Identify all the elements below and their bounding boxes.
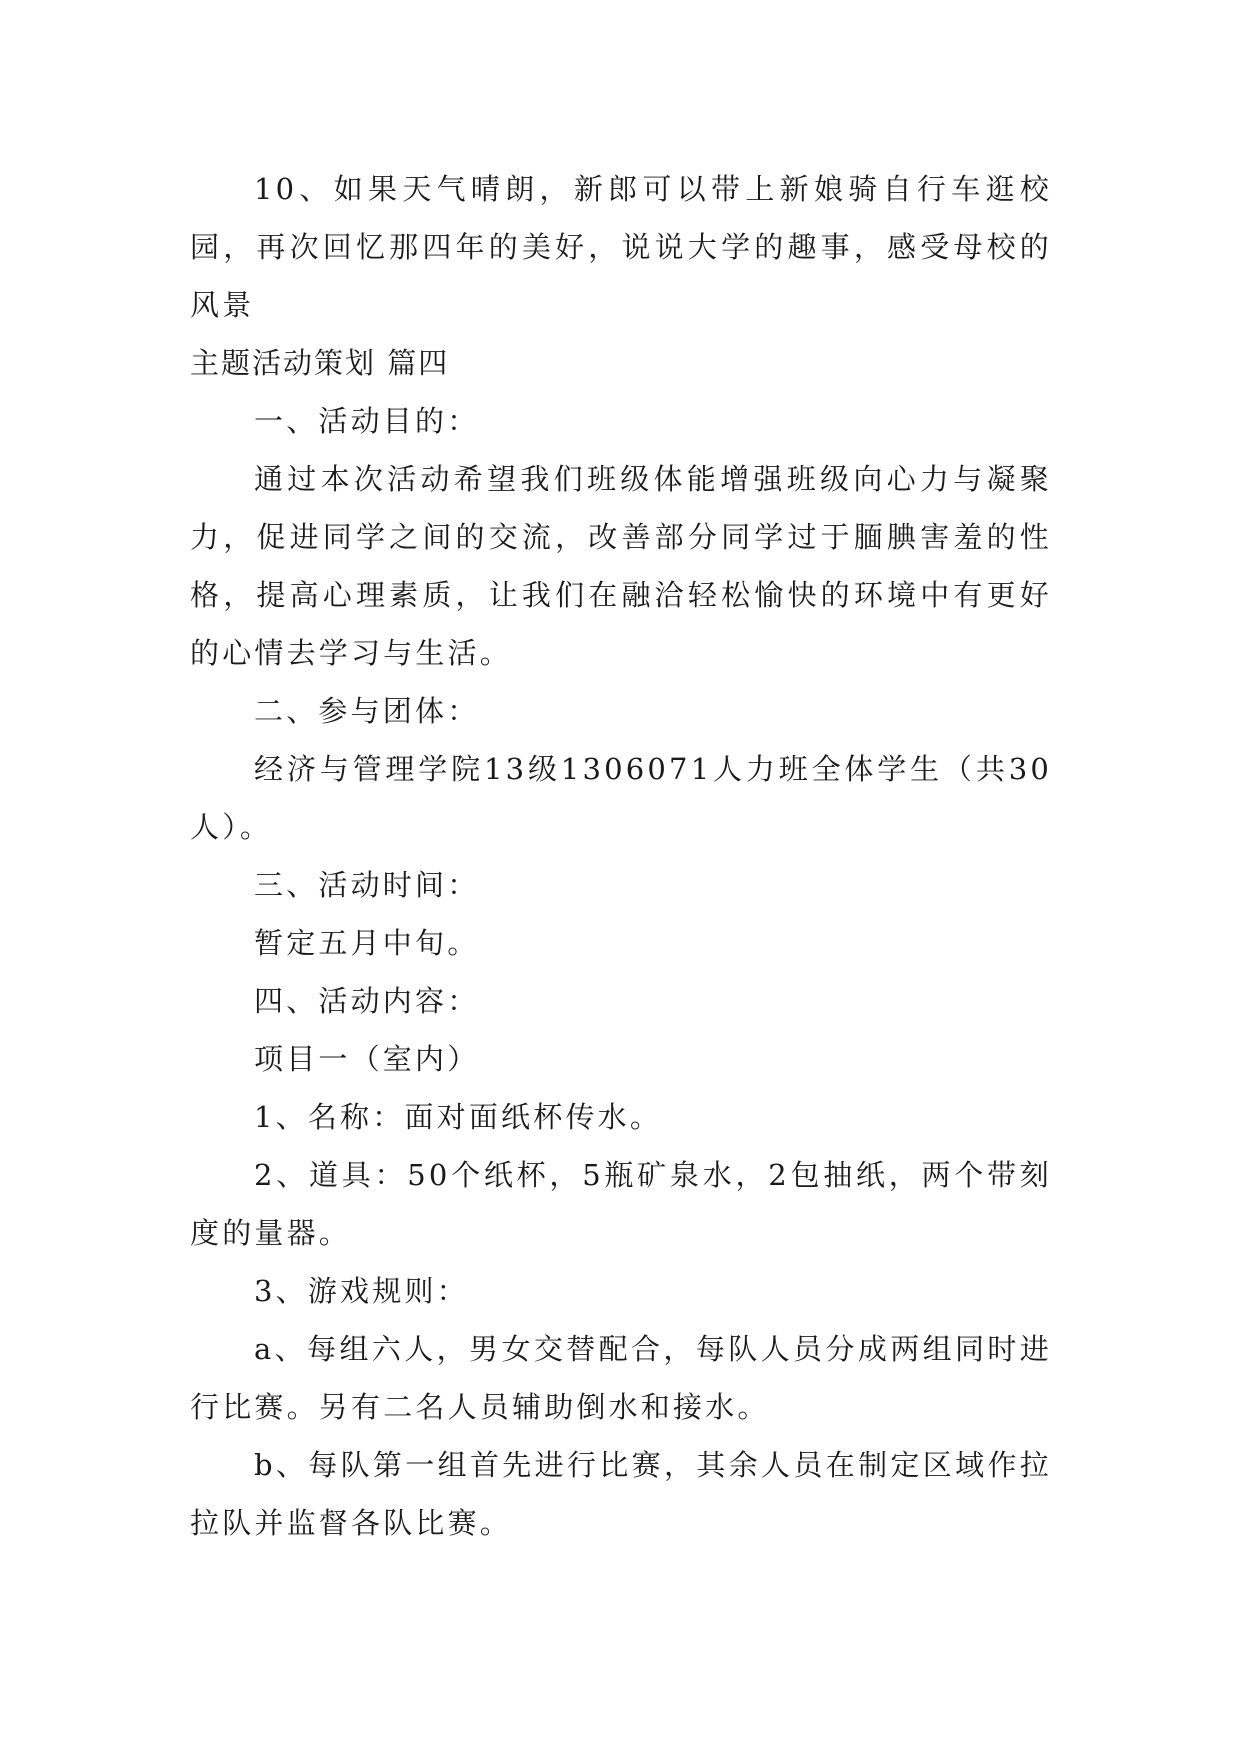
item-rules-heading: 3、游戏规则：	[254, 1274, 469, 1308]
heading-participants: 二、参与团体：	[254, 694, 480, 728]
rule-b: b、每队第一组首先进行比赛，其余人员在制定区域作拉拉队并监督各队比赛。	[190, 1448, 1052, 1540]
heading-time: 三、活动时间：	[254, 868, 480, 902]
paragraph-item-10: 10、如果天气晴朗，新郎可以带上新娘骑自行车逛校园，再次回忆那四年的美好，说说大学的趣事，感受母校的风景	[190, 172, 1052, 322]
heading-content: 四、活动内容：	[254, 984, 480, 1018]
heading-purpose: 一、活动目的：	[254, 404, 480, 438]
project-one-title: 项目一（室内）	[254, 1042, 480, 1076]
document-body	[190, 160, 1052, 1552]
paragraph-participants: 经济与管理学院13级1306071人力班全体学生（共30人）。	[190, 752, 1052, 844]
item-name: 1、名称：面对面纸杯传水。	[254, 1100, 663, 1134]
paragraph-time: 暂定五月中旬。	[254, 926, 480, 960]
paragraph-purpose: 通过本次活动希望我们班级体能增强班级向心力与凝聚力，促进同学之间的交流，改善部分同学过于腼腆害羞的性格，提高心理素质，让我们在融洽轻松愉快的环境中有更好的心情去学习与生活。	[190, 462, 1052, 670]
item-props: 2、道具：50个纸杯，5瓶矿泉水，2包抽纸，两个带刻度的量器。	[190, 1158, 1052, 1250]
rule-a: a、每组六人，男女交替配合，每队人员分成两组同时进行比赛。另有二名人员辅助倒水和接水。	[190, 1332, 1052, 1424]
section-title: 主题活动策划 篇四	[190, 346, 450, 380]
